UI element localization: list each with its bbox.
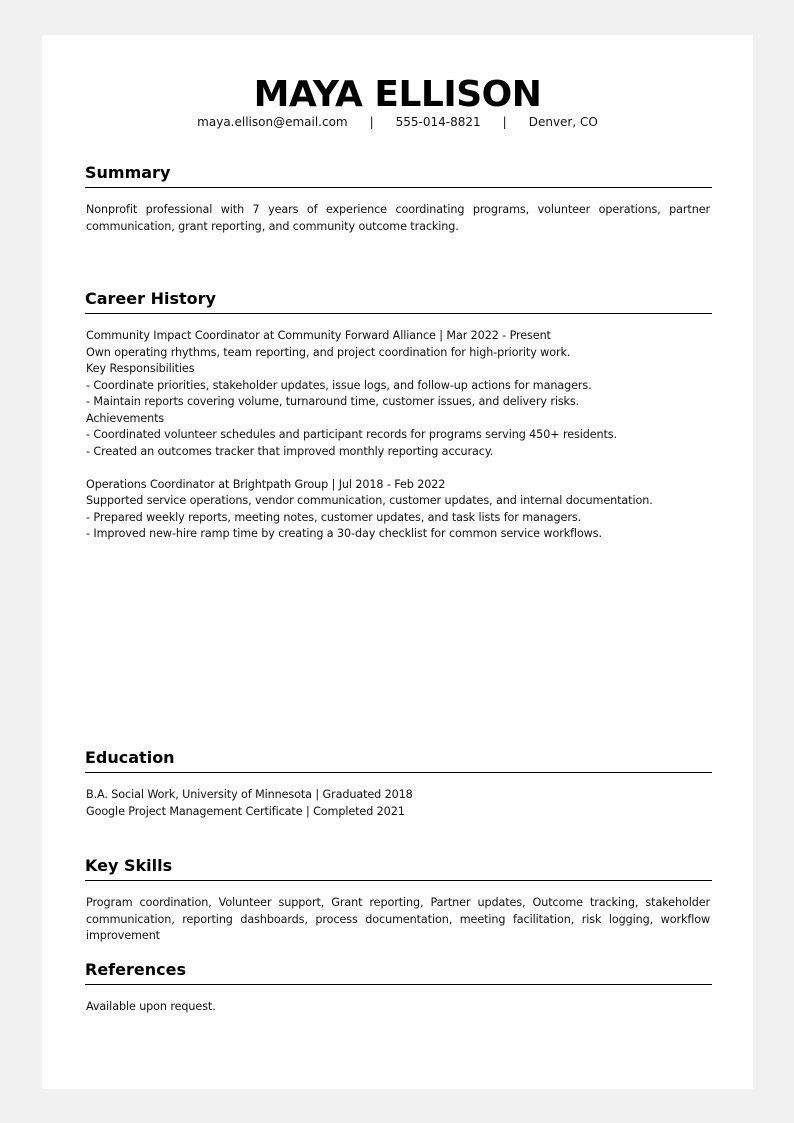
education-item: B.A. Social Work, University of Minnesota | Graduated 2018 (86, 788, 413, 801)
email-text: maya.ellison@email.com (197, 115, 348, 129)
resume-page (42, 35, 753, 1089)
achievement-item: - Created an outcomes tracker that improved monthly reporting accuracy. (86, 444, 494, 458)
education-body (86, 787, 710, 820)
section-title-summary: Summary (85, 163, 712, 188)
location-text: Denver, CO (528, 115, 598, 129)
job-bullet: - Improved new-hire ramp time by creating a 30-day checklist for common service workflows. (86, 527, 602, 540)
job-description: Own operating rhythms, team reporting, and project coordination for high-priority work. (86, 345, 571, 359)
achievement-item: - Coordinated volunteer schedules and participant records for programs serving 450+ residents. (86, 428, 617, 441)
summary-text: Nonprofit professional with 7 years of experience coordinating programs, volunteer operations, partner communication, grant reporting, and community outcome tracking. (86, 203, 710, 233)
job-description: Supported service operations, vendor communication, customer updates, and internal documentation. (86, 494, 653, 507)
achievements-label: Achievements (86, 411, 165, 425)
job-entry (86, 328, 710, 460)
section-title-references: References (85, 960, 712, 985)
section-title-key-skills: Key Skills (85, 856, 712, 881)
job-bullet: - Prepared weekly reports, meeting notes, customer updates, and task lists for managers. (86, 510, 582, 524)
career-body (86, 328, 710, 543)
contact-separator: | (369, 115, 374, 129)
job-heading: Operations Coordinator at Brightpath Group | Jul 2018 - Feb 2022 (86, 477, 446, 491)
contact-separator: | (502, 115, 507, 129)
responsibilities-label: Key Responsibilities (86, 362, 195, 375)
references-text: Available upon request. (86, 1000, 216, 1013)
skills-body (86, 895, 710, 945)
contact-line (42, 114, 753, 130)
responsibility-item: - Coordinate priorities, stakeholder updates, issue logs, and follow-up actions for managers. (86, 378, 592, 392)
section-title-career-history: Career History (85, 289, 712, 314)
education-item: Google Project Management Certificate | Completed 2021 (86, 804, 405, 818)
phone-text: 555-014-8821 (395, 115, 481, 129)
section-title-education: Education (85, 748, 712, 773)
job-entry (86, 477, 710, 543)
summary-body (86, 202, 710, 235)
skills-text: Program coordination, Volunteer support, Grant reporting, Partner updates, Outcome tracking, stakeholder communication, reporting dashboards, process documentation, meeting facilitation, risk logging, workflow improvement (86, 896, 710, 942)
responsibility-item: - Maintain reports covering volume, turnaround time, customer issues, and delivery risks. (86, 395, 580, 408)
candidate-name: MAYA ELLISON (253, 74, 542, 115)
references-body (86, 999, 710, 1016)
job-heading: Community Impact Coordinator at Community Forward Alliance | Mar 2022 - Present (86, 329, 551, 342)
